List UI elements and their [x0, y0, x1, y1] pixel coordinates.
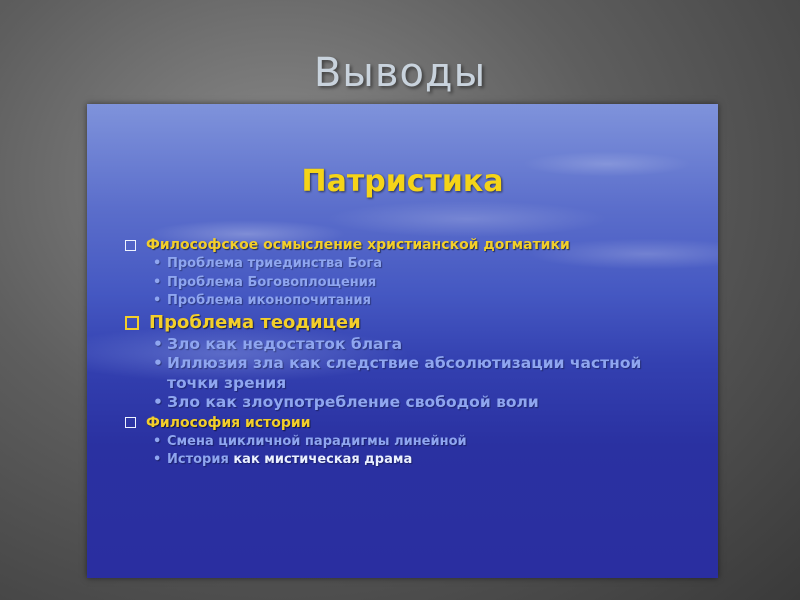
- slide-title: Выводы: [313, 50, 487, 96]
- section-dogmatics: [125, 235, 685, 255]
- bullet-icon: •: [153, 433, 162, 449]
- list-item: [125, 433, 685, 452]
- bullet-icon: •: [153, 293, 162, 308]
- section-title: Проблема теодицеи: [149, 311, 361, 333]
- list-item-text: Зло как злоупотребление свободой воли: [167, 393, 539, 411]
- list-item-text: Проблема иконопочитания: [167, 293, 371, 308]
- panel-heading: Патристика: [301, 164, 504, 199]
- list-item-text: Иллюзия зла как следствие абсолютизации частной точки зрения: [167, 354, 642, 392]
- list-item: [125, 274, 685, 293]
- checkbox-bullet-icon: [125, 316, 139, 330]
- list-item-text: Зло как недостаток блага: [167, 334, 403, 353]
- checkbox-bullet-icon: [125, 417, 136, 428]
- list-item-text: [167, 451, 412, 470]
- checkbox-bullet-icon: [125, 240, 136, 251]
- list-item-text: Проблема Боговоплощения: [167, 274, 377, 290]
- bullet-icon: •: [153, 334, 163, 353]
- bullet-icon: •: [153, 274, 162, 290]
- list-item-text-part: История: [167, 452, 229, 467]
- list-item-text-part: как мистическая драма: [233, 452, 413, 467]
- section-title: Философия истории: [146, 414, 311, 431]
- section-history: [125, 413, 685, 433]
- bullet-icon: •: [153, 452, 162, 467]
- bullet-icon: •: [153, 256, 162, 271]
- bullet-icon: •: [153, 354, 163, 372]
- list-item: [125, 335, 685, 355]
- sea-image-panel: [87, 104, 718, 578]
- list-item-text: Смена цикличной парадигмы линейной: [167, 433, 467, 449]
- bullet-icon: •: [153, 393, 163, 411]
- section-theodicy: [125, 311, 685, 335]
- section-title: Философское осмысление христианской догматики: [146, 237, 570, 253]
- list-item: [125, 393, 685, 413]
- conclusions-list: [125, 235, 685, 470]
- list-item: [125, 354, 685, 393]
- list-item: [125, 451, 685, 470]
- list-item: [125, 255, 685, 274]
- list-item: [125, 292, 685, 311]
- list-item-text: Проблема триединства Бога: [167, 256, 382, 271]
